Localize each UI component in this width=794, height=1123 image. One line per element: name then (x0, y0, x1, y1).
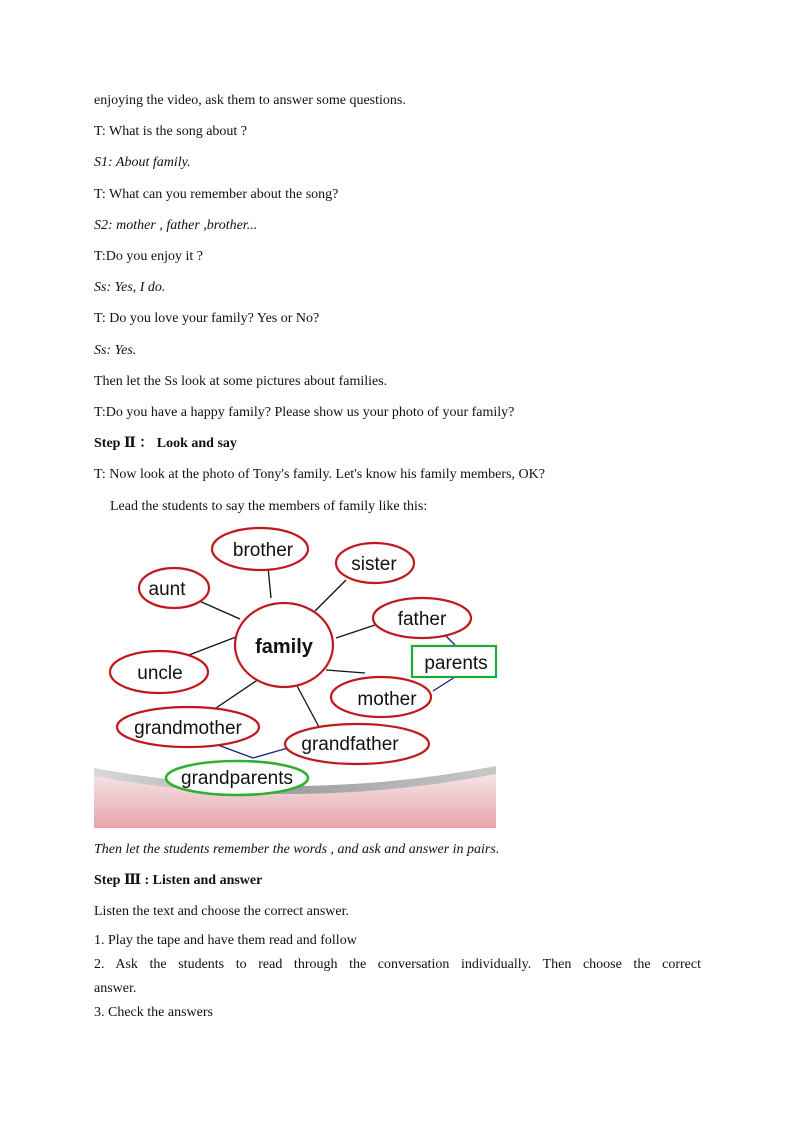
text-line-lead-students: Lead the students to say the members of family like this: (110, 499, 428, 514)
text-line-teacher-q5: T:Do you have a happy family? Please show us your photo of your family? (94, 405, 515, 420)
text-line-pictures: Then let the Ss look at some pictures about families. (94, 374, 388, 389)
spoke-sister (315, 580, 346, 611)
spoke-aunt (197, 600, 240, 619)
brother-label: brother (232, 540, 294, 561)
grandmother-label: grandmother (134, 718, 242, 739)
list-item-3: 3. Check the answers (94, 1005, 213, 1020)
text-line-student1: S1: About family. (94, 155, 191, 170)
text-line-student2: S2: mother , father ,brother... (94, 218, 258, 233)
text-line-intro: enjoying the video, ask them to answer some questions. (94, 93, 406, 108)
text-line-tony-family: T: Now look at the photo of Tony's family. Let's know his family members, OK? (94, 467, 545, 482)
uncle-label: uncle (137, 663, 183, 684)
mother-label: mother (357, 689, 417, 710)
parents-label: parents (424, 653, 488, 674)
spoke-grandfather (296, 684, 319, 727)
text-line-remember-words: Then let the students remember the words , and ask and answer in pairs. (94, 842, 500, 857)
grandparents-label: grandparents (181, 768, 293, 789)
spoke-mother (326, 670, 365, 673)
text-line-teacher-q3: T:Do you enjoy it ? (94, 249, 203, 264)
text-line-students-answer2: Ss: Yes. (94, 343, 137, 358)
sister-label: sister (351, 554, 397, 575)
list-item-1: 1. Play the tape and have them read and follow (94, 933, 357, 948)
family-word-diagram (93, 522, 498, 829)
step-3-heading: Step Ⅲ : Listen and answer (94, 873, 263, 888)
list-item-2-continued: answer. (94, 981, 137, 996)
family-label: family (255, 636, 313, 658)
spoke-grandmother (213, 679, 259, 710)
text-line-listen: Listen the text and choose the correct answer. (94, 904, 350, 919)
spoke-brother (268, 567, 271, 598)
step-2-heading: Step Ⅱ ： Look and say (94, 436, 237, 451)
text-line-teacher-q2: T: What can you remember about the song? (94, 187, 339, 202)
connector-grandmother-grandparents (218, 745, 253, 758)
list-item-2: 2. Ask the students to read through the conversation individually. Then choose the correct (94, 957, 701, 972)
spoke-father (336, 625, 375, 638)
father-label: father (397, 609, 447, 630)
spoke-uncle (189, 637, 236, 655)
text-line-teacher-q4: T: Do you love your family? Yes or No? (94, 311, 320, 326)
aunt-label: aunt (148, 579, 186, 600)
text-line-students-answer1: Ss: Yes, I do. (94, 280, 166, 295)
connector-grandfather-grandparents (253, 748, 288, 758)
connector-mother-parents (433, 677, 455, 691)
text-line-teacher-q1: T: What is the song about ? (94, 124, 248, 139)
grandfather-label: grandfather (301, 734, 399, 755)
